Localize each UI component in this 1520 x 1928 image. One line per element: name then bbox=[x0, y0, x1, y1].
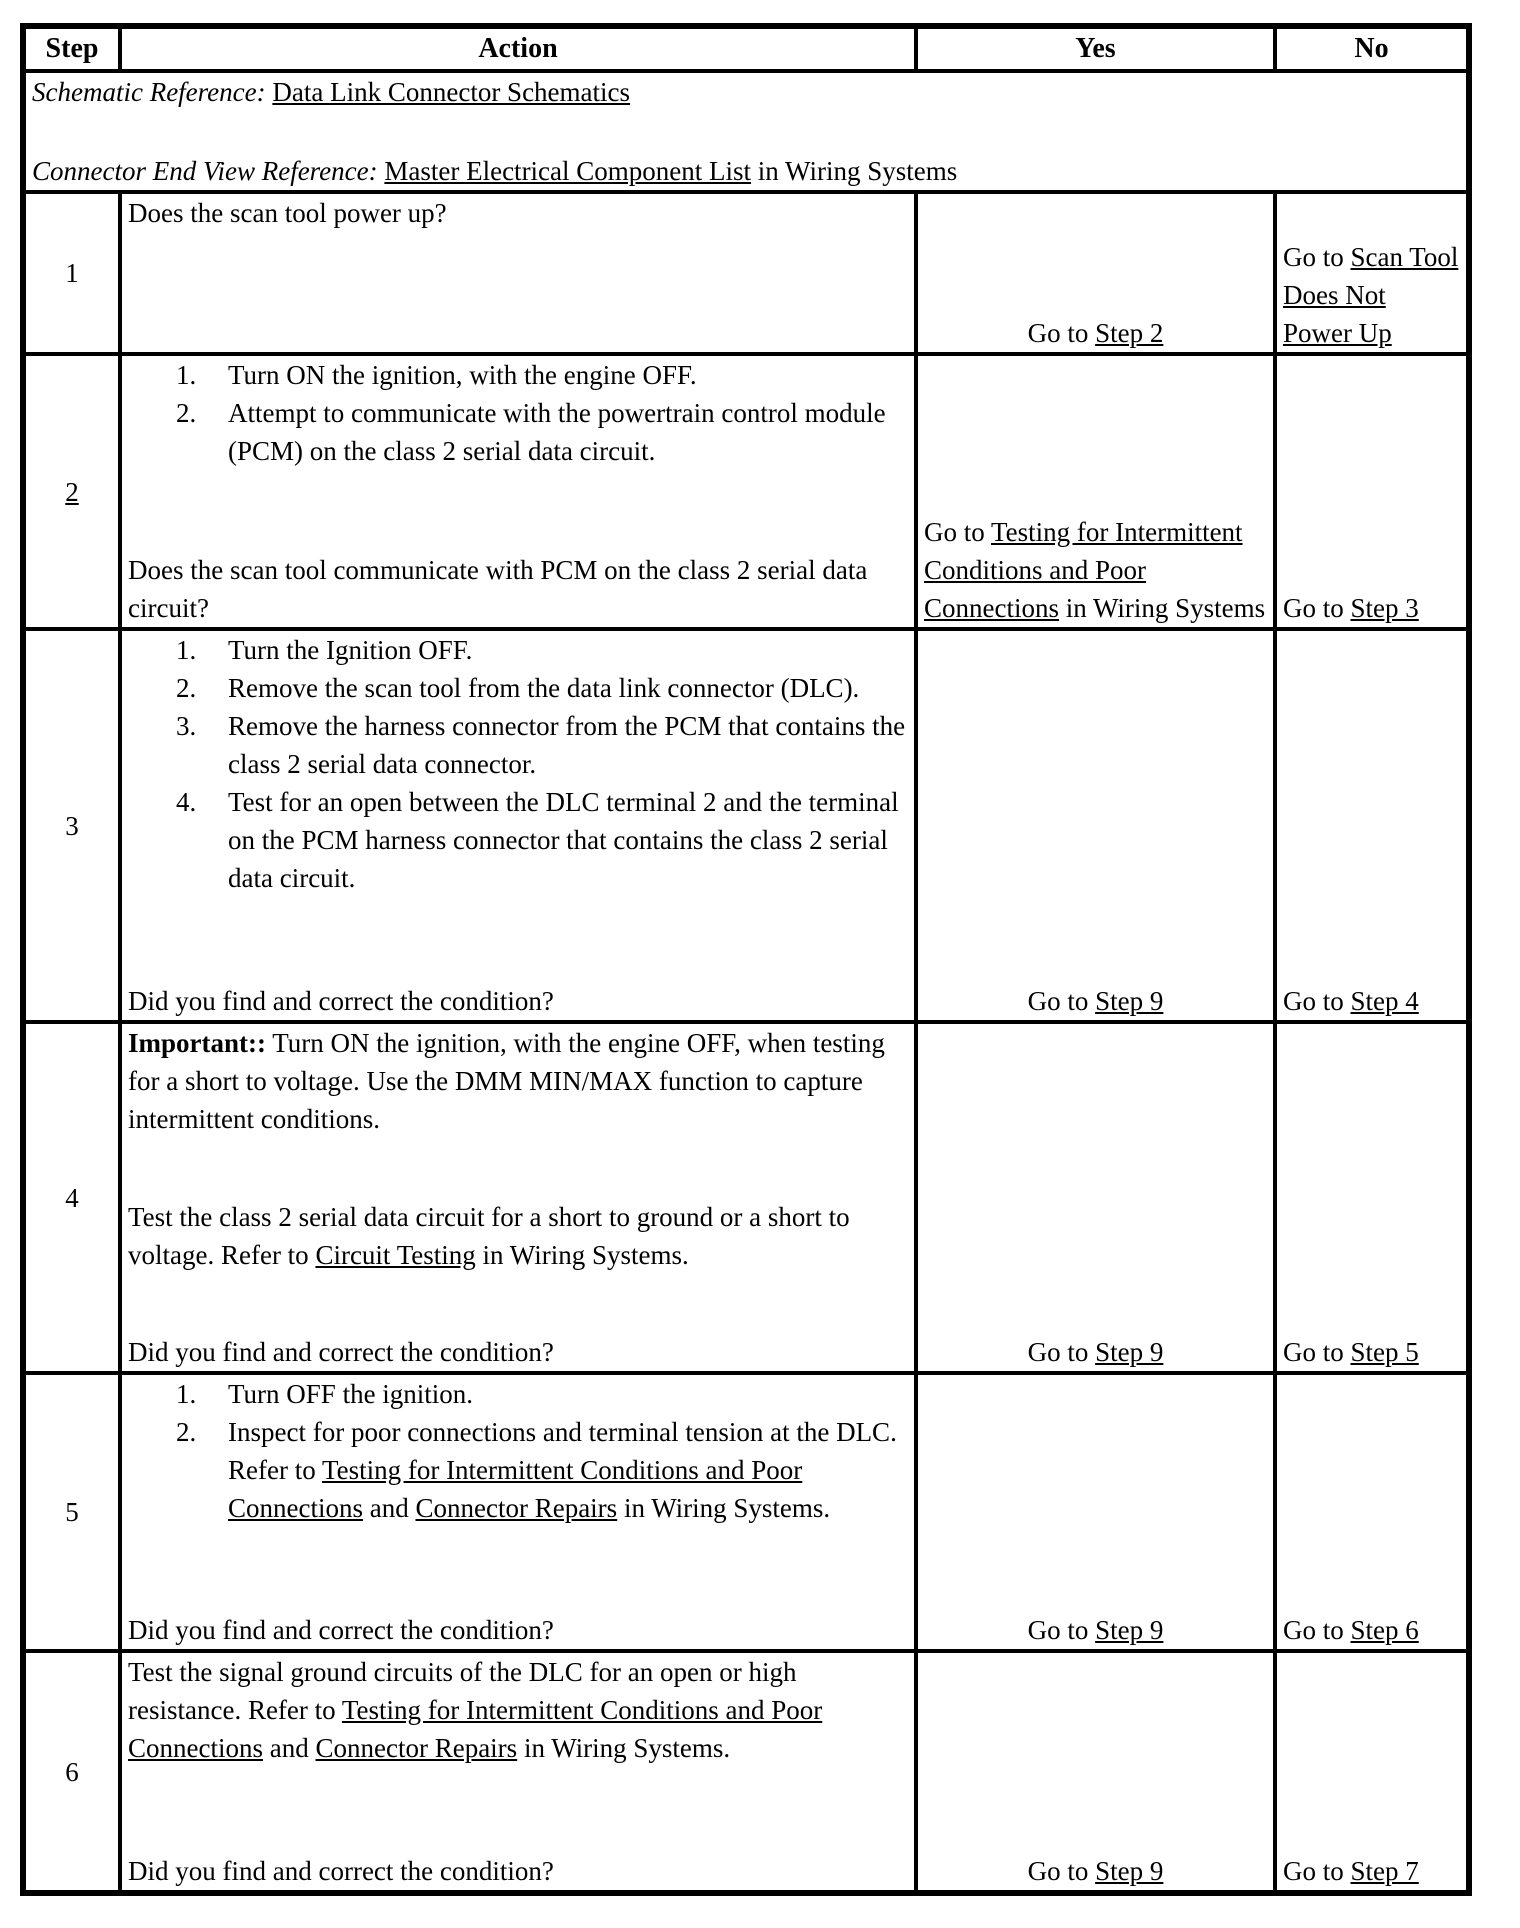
go-to-text: Go to bbox=[1283, 242, 1351, 272]
action-question: Did you find and correct the condition? bbox=[128, 986, 554, 1016]
step-number-link[interactable]: 2 bbox=[65, 476, 79, 507]
table-row bbox=[23, 1373, 1469, 1651]
yes-link[interactable]: Step 2 bbox=[1095, 318, 1164, 348]
action-question: Does the scan tool power up? bbox=[128, 198, 447, 228]
list-item: 1. Turn ON the ignition, with the engine OFF. bbox=[176, 360, 697, 390]
header-no: No bbox=[1275, 26, 1469, 71]
go-to-text: Go to bbox=[1027, 318, 1096, 348]
list-item: 1. Turn OFF the ignition. bbox=[176, 1379, 474, 1409]
test-instruction: Test the signal ground circuits of the DLC for an open or high resistance. Refer to Testing for Intermittent Conditions and Poor Connections and Connector Repairs in Wiring Systems. bbox=[128, 1657, 823, 1763]
intermittent-link[interactable]: Testing for Intermittent Conditions and Poor Connections bbox=[228, 1455, 803, 1523]
list-item: 2. Remove the scan tool from the data link connector (DLC). bbox=[176, 673, 860, 703]
action-question: Did you find and correct the condition? bbox=[128, 1856, 554, 1886]
no-link[interactable]: Step 5 bbox=[1350, 1337, 1419, 1367]
diagnostic-table bbox=[20, 23, 1472, 1896]
table-row bbox=[23, 1651, 1469, 1893]
no-link[interactable]: Step 4 bbox=[1350, 986, 1419, 1016]
go-to-text: Go to bbox=[1283, 1337, 1351, 1367]
action-question: Does the scan tool communicate with PCM on the class 2 serial data circuit? bbox=[128, 555, 868, 623]
header-row bbox=[23, 26, 1469, 71]
header-step: Step bbox=[23, 26, 120, 71]
go-to-text: Go to bbox=[1283, 986, 1351, 1016]
intermittent-link[interactable]: Testing for Intermittent Conditions and Poor Connections bbox=[128, 1695, 823, 1763]
table-row bbox=[23, 192, 1469, 354]
list-item: 2. Attempt to communicate with the powertrain control module (PCM) on the class 2 serial data circuit. bbox=[176, 398, 886, 466]
test-instruction: Test the class 2 serial data circuit for a short to ground or a short to voltage. Refer to Circuit Testing in Wiring Systems. bbox=[128, 1201, 850, 1270]
action-list bbox=[128, 631, 908, 897]
circuit-testing-link[interactable]: Circuit Testing bbox=[315, 1239, 476, 1270]
step-number: 5 bbox=[23, 1373, 120, 1651]
connector-repairs-link[interactable]: Connector Repairs bbox=[415, 1493, 618, 1523]
yes-link[interactable]: Step 9 bbox=[1095, 1856, 1164, 1886]
list-item: 3. Remove the harness connector from the PCM that contains the class 2 serial data connector. bbox=[176, 711, 906, 779]
go-to-text: Go to bbox=[1283, 593, 1351, 623]
step-number: 6 bbox=[23, 1651, 120, 1893]
step-number: 3 bbox=[23, 629, 120, 1022]
yes-link[interactable]: Step 9 bbox=[1095, 1615, 1164, 1645]
go-to-text: Go to bbox=[1027, 1856, 1096, 1886]
go-to-text: Go to bbox=[1027, 1337, 1096, 1367]
schematic-label: Schematic Reference: bbox=[32, 77, 266, 107]
table-row bbox=[23, 629, 1469, 1022]
no-link[interactable]: Scan Tool Does Not Power Up bbox=[1283, 242, 1459, 348]
reference-row bbox=[23, 71, 1469, 192]
go-to-text: Go to bbox=[1027, 986, 1096, 1016]
list-item: 2. Inspect for poor connections and terminal tension at the DLC. Refer to Testing for Intermittent Conditions and Poor Connections and Connector Repairs in Wiring Systems. bbox=[176, 1417, 897, 1523]
connector-label: Connector End View Reference: bbox=[32, 156, 378, 186]
list-item: 1. Turn the Ignition OFF. bbox=[176, 635, 473, 665]
yes-link[interactable]: Step 9 bbox=[1095, 986, 1164, 1016]
go-to-text: Go to bbox=[1027, 1615, 1096, 1645]
step-number: 4 bbox=[23, 1022, 120, 1373]
action-list bbox=[128, 1375, 908, 1527]
no-link[interactable]: Step 3 bbox=[1350, 593, 1419, 623]
table-row bbox=[23, 1022, 1469, 1373]
connector-suffix: in Wiring Systems bbox=[751, 156, 958, 186]
table-row bbox=[23, 354, 1469, 629]
step-number: 1 bbox=[23, 192, 120, 354]
connector-link[interactable]: Master Electrical Component List bbox=[384, 156, 752, 186]
go-to-text: Go to bbox=[1283, 1615, 1351, 1645]
yes-suffix: in Wiring Systems bbox=[1059, 593, 1266, 623]
go-to-text: Go to bbox=[924, 517, 992, 547]
action-question: Did you find and correct the condition? bbox=[128, 1615, 554, 1645]
list-item: 4. Test for an open between the DLC terminal 2 and the terminal on the PCM harness connector that contains the class 2 serial data circuit. bbox=[176, 787, 899, 893]
no-link[interactable]: Step 7 bbox=[1350, 1856, 1419, 1886]
header-yes: Yes bbox=[916, 26, 1275, 71]
go-to-text: Go to bbox=[1283, 1856, 1351, 1886]
no-link[interactable]: Step 6 bbox=[1350, 1615, 1419, 1645]
yes-link[interactable]: Testing for Intermittent Conditions and Poor Connections bbox=[924, 517, 1243, 623]
connector-repairs-link[interactable]: Connector Repairs bbox=[315, 1733, 518, 1763]
header-action: Action bbox=[120, 26, 916, 71]
yes-link[interactable]: Step 9 bbox=[1095, 1337, 1164, 1367]
schematic-link[interactable]: Data Link Connector Schematics bbox=[272, 77, 631, 107]
action-question: Did you find and correct the condition? bbox=[128, 1337, 554, 1367]
important-note: Important:: Turn ON the ignition, with the engine OFF, when testing for a short to voltage. Use the DMM MIN/MAX function to capture intermittent conditions. bbox=[128, 1028, 885, 1134]
action-list bbox=[128, 356, 908, 470]
